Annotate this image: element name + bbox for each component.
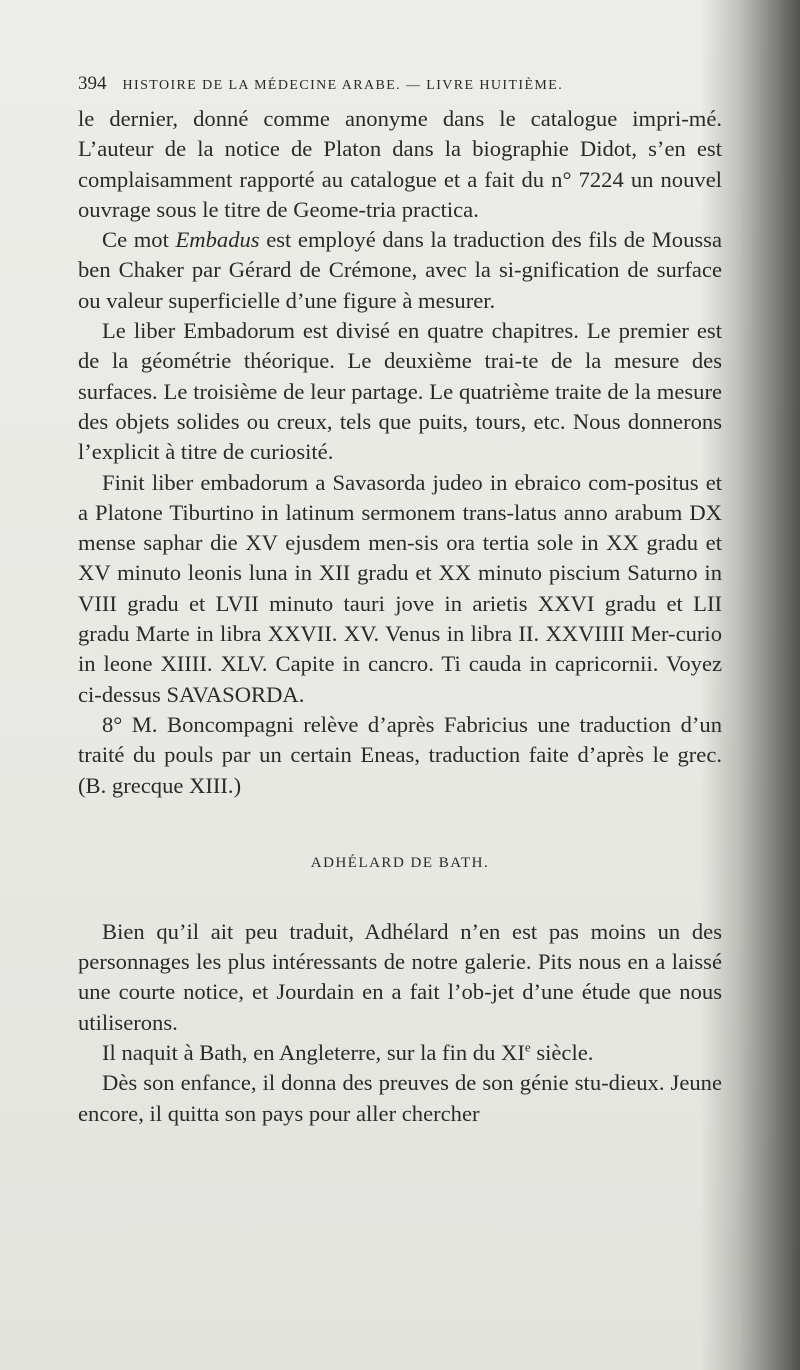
page-number: 394 bbox=[78, 73, 107, 94]
paragraph-text: 8° M. Boncompagni relève d’après Fabricius une traduction d’un traité du pouls par un certain Eneas, traduction faite d’après le grec. (B. grecque XIII.) bbox=[78, 711, 722, 798]
paragraph bbox=[78, 917, 722, 1038]
paragraph-text: Le liber Embadorum est divisé en quatre chapitres. Le premier est de la géométrie théorique. Le deuxième trai-te de la mesure des surfaces. Le troisième de leur partage. Le quatrième traite de la mesure des objets solides ou creux, tels que puits, tours, etc. Nous donnerons l’explicit à titre de curiosité. bbox=[78, 318, 722, 465]
paragraph-text: Finit liber embadorum a Savasorda judeo in ebraico com-positus et a Platone Tiburtino in latinum sermonem trans-latus anno arabum DX mense saphar die XV ejusdem men-sis ora tertia sole in XX gradu et XV minuto leonis luna in XII gradu et XX minuto piscium Saturno in VIII gradu et LVII minuto tauri jove in arietis XXVI gradu et LII gradu Marte in libra XXVII. XV. Venus in libra II. XXVIIII Mer-curio in leone XIIII. XLV. Capite in cancro. Ti cauda in capricornii. Voyez ci-dessus SAVASORDA. bbox=[78, 469, 722, 707]
paragraph bbox=[78, 316, 722, 467]
paragraph-text: est employé dans la traduction des fils de Moussa ben Chaker par Gérard de Crémone, avec la si-gnification de surface ou valeur superficielle d’une figure à mesurer. bbox=[78, 227, 722, 313]
italic-term: Embadus bbox=[175, 227, 260, 253]
paragraph bbox=[78, 225, 722, 316]
superscript: e bbox=[524, 1039, 531, 1055]
paragraph bbox=[78, 1068, 722, 1129]
paragraph-text: Ce mot bbox=[102, 227, 176, 253]
paragraph-text: siècle. bbox=[530, 1040, 594, 1066]
paragraph bbox=[78, 710, 722, 801]
running-head bbox=[78, 64, 722, 104]
paragraph-text: Bien qu’il ait peu traduit, Adhélard n’en est pas moins un des personnages les plus intéressants de notre galerie. Pits nous en a laissé une courte notice, et Jourdain en a fait l’ob-jet d’une étude que nous utiliserons. bbox=[78, 918, 722, 1035]
paragraph bbox=[78, 1038, 722, 1068]
paragraph-text: Il naquit à Bath, en Angleterre, sur la fin du XI bbox=[102, 1040, 525, 1066]
paragraph bbox=[78, 104, 722, 225]
running-head-title: HISTOIRE DE LA MÉDECINE ARABE. — LIVRE HUITIÈME. bbox=[122, 78, 564, 93]
paragraph-text: le dernier, donné comme anonyme dans le catalogue impri-mé. L’auteur de la notice de Platon dans la biographie Didot, s’en est complaisamment rapporté au catalogue et a fait du n° 7224 un nouvel ouvrage sous le titre de Geome-tria practica. bbox=[78, 106, 722, 222]
paragraph-text: Dès son enfance, il donna des preuves de son génie stu-dieux. Jeune encore, il quitta son pays pour aller chercher bbox=[78, 1070, 722, 1126]
page-content bbox=[78, 64, 722, 1129]
section-title: ADHÉLARD DE BATH. bbox=[310, 854, 490, 871]
paragraph bbox=[78, 468, 722, 710]
